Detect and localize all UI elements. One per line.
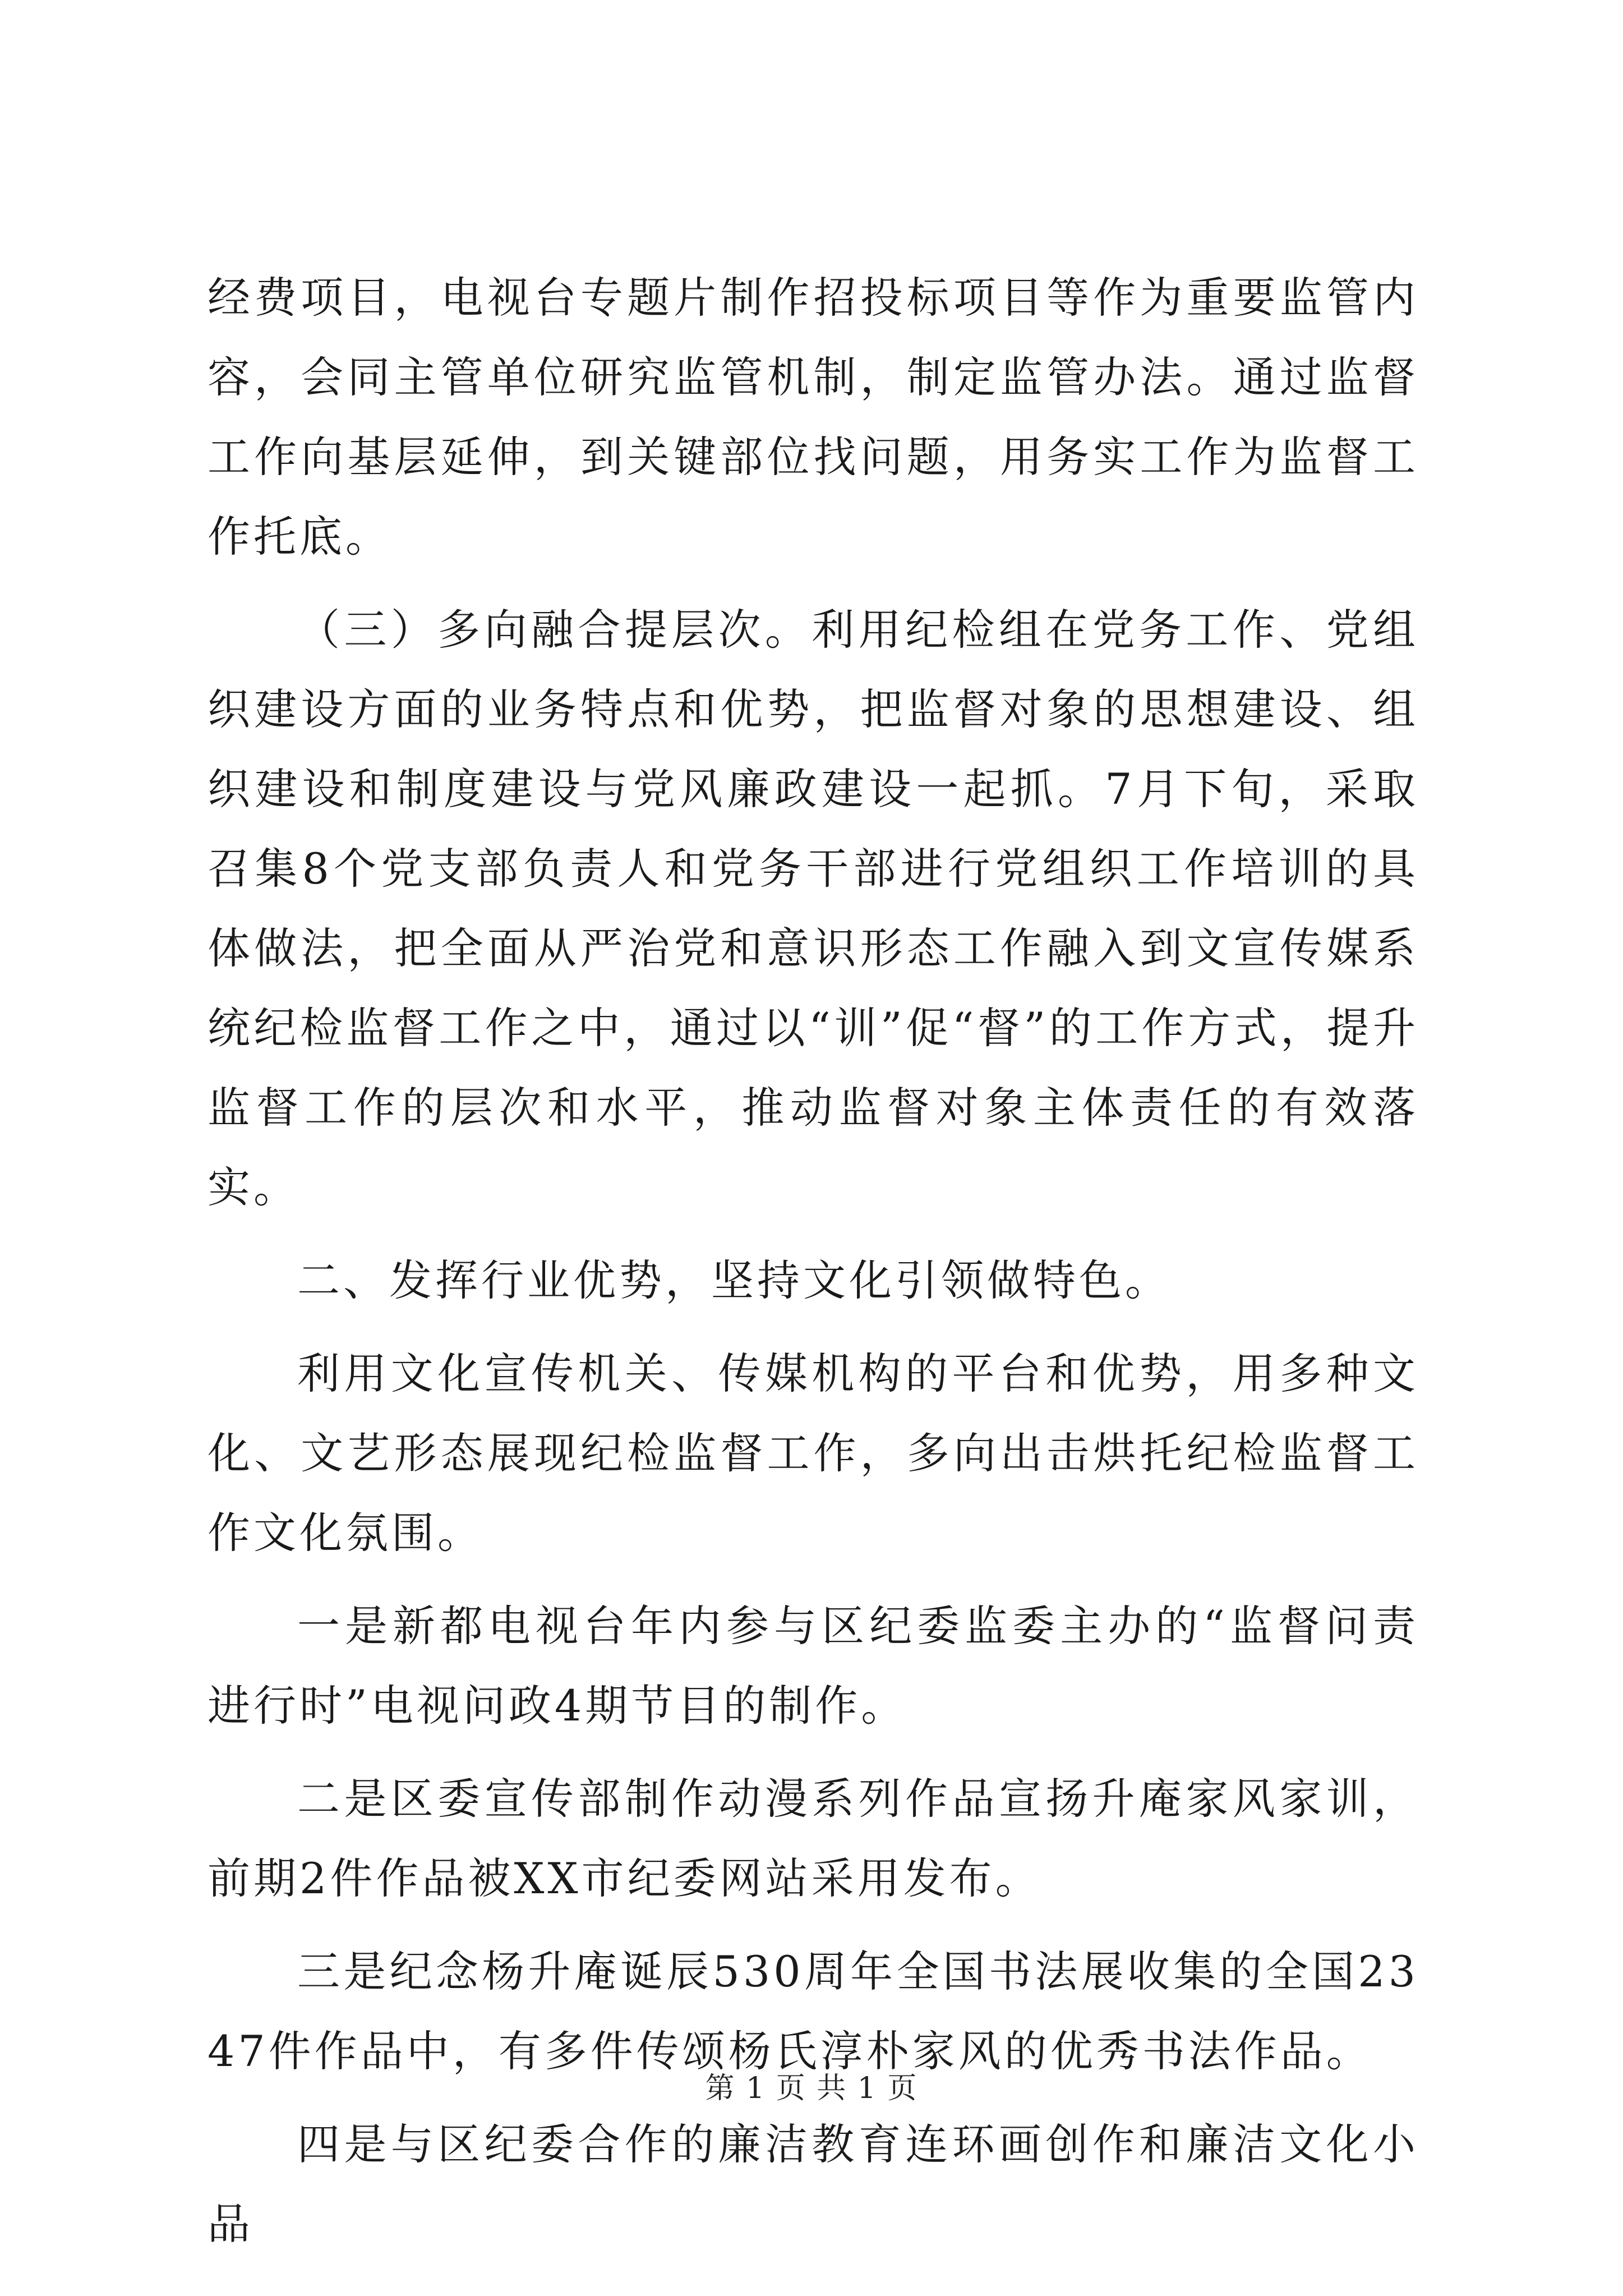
paragraph-item-one: 一是新都电视台年内参与区纪委监委主办的“监督问责进行时”电视问政4期节目的制作。 — [208, 1601, 1419, 1731]
paragraph-item-three: 三是纪念杨升庵诞辰530周年全国书法展收集的全国2347件作品中，有多件传颂杨氏淳朴家风的优秀书法作品。 — [208, 1947, 1419, 2076]
paragraph-heading-two: 二、发挥行业优势，坚持文化引领做特色。 — [297, 1255, 1171, 1305]
document-body — [208, 258, 1419, 2264]
paragraph-item-four: 四是与区纪委合作的廉洁教育连环画创作和廉洁文化小品 — [208, 2119, 1419, 2249]
paragraph-item-two: 二是区委宣传部制作动漫系列作品宣扬升庵家风家训，前期2件作品被XX市纪委网站采用发布。 — [208, 1774, 1419, 1903]
page-number-footer: 第 1 页 共 1 页 — [705, 2072, 918, 2105]
paragraph-continuation: 经费项目，电视台专题片制作招投标项目等作为重要监管内容，会同主管单位研究监管机制，制定监管办法。通过监督工作向基层延伸，到关键部位找问题，用务实工作为监督工作托底。 — [208, 273, 1419, 562]
paragraph-section-three: （三）多向融合提层次。利用纪检组在党务工作、党组织建设方面的业务特点和优势，把监督对象的思想建设、组织建设和制度建设与党风廉政建设一起抓。7月下旬，采取召集8个党支部负责人和党务干部进行党组织工作培训的具体做法，把全面从严治党和意识形态工作融入到文宣传媒系统纪检监督工作之中，通过以“训”促“督”的工作方式，提升监督工作的层次和水平，推动监督对象主体责任的有效落实。 — [208, 605, 1419, 1212]
paragraph-intro: 利用文化宣传机关、传媒机构的平台和优势，用多种文化、文艺形态展现纪检监督工作，多向出击烘托纪检监督工作文化氛围。 — [208, 1349, 1419, 1558]
